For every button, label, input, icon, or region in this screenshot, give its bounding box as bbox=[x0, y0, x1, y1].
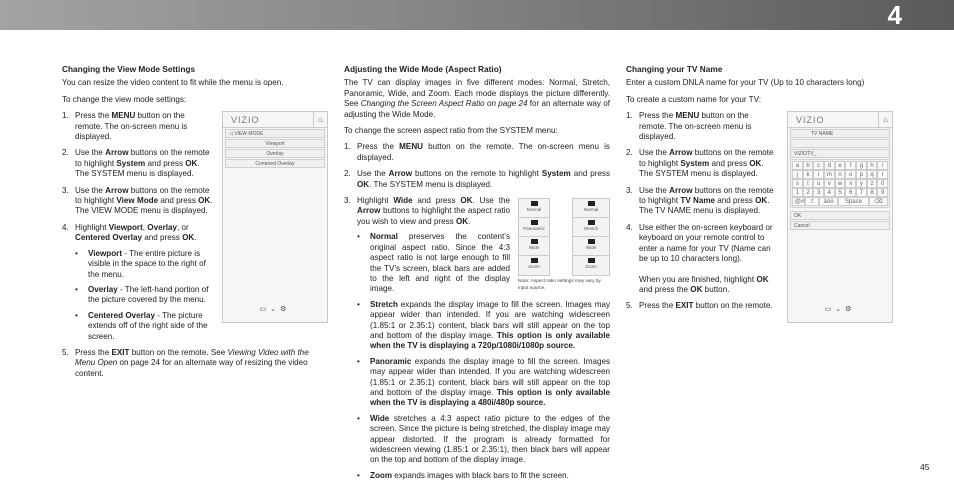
step-text bbox=[75, 186, 213, 216]
step bbox=[62, 223, 318, 342]
bullet bbox=[357, 471, 610, 481]
text-run: , bbox=[142, 222, 148, 232]
text-run: - The entire picture is visible in the space to the right of the menu. bbox=[88, 248, 206, 279]
bullet bbox=[75, 249, 318, 280]
bold-term: This option is only available when the TV is displaying a 720p/1080i/1080p source. bbox=[370, 330, 610, 351]
keyboard-key[interactable]: s bbox=[792, 179, 803, 188]
step-number: 3. bbox=[62, 185, 69, 195]
chapter-header-bar bbox=[0, 0, 954, 30]
paragraph bbox=[62, 95, 318, 105]
bold-term: OK bbox=[185, 158, 198, 168]
text-run: expands the display image to fill the screen. Images may appear wider than intended. If you are watching widescreen (1.85:1 or 2.35:1) content, black bars will still appear on the top and bottom of the display image. bbox=[370, 299, 610, 340]
step-number: 4. bbox=[62, 222, 69, 232]
text-run: Use the bbox=[639, 148, 670, 158]
menu-title: TV NAME bbox=[790, 129, 890, 138]
wide-mode-section bbox=[344, 64, 610, 487]
keyboard-key[interactable]: n bbox=[835, 170, 846, 179]
text-run: and press bbox=[412, 196, 461, 206]
text-run: . Use the bbox=[472, 196, 510, 206]
step-number: 2. bbox=[344, 169, 351, 179]
bold-term: Arrow bbox=[105, 185, 129, 195]
keyboard-key[interactable]: p bbox=[856, 170, 867, 179]
text-run: Highlight bbox=[357, 196, 394, 206]
text-run: . The SYSTEM menu is displayed. bbox=[639, 158, 764, 179]
keyboard-key[interactable]: 6 bbox=[845, 188, 856, 197]
bullet bbox=[75, 311, 318, 342]
bold-term: OK bbox=[755, 196, 768, 206]
keyboard-key[interactable]: e bbox=[835, 161, 846, 170]
text-run: Use the bbox=[357, 169, 389, 179]
keyboard-key[interactable]: äöü bbox=[819, 197, 838, 206]
text-run: Enter a custom DNLA name for your TV (Up to 10 characters long) bbox=[626, 78, 865, 88]
keyboard-key[interactable]: 8 bbox=[867, 188, 878, 197]
bold-term: OK bbox=[198, 196, 211, 206]
bold-term: OK bbox=[756, 274, 769, 284]
text-run: Use the bbox=[75, 185, 106, 195]
keyboard-key[interactable]: h bbox=[867, 161, 878, 170]
bullet bbox=[357, 414, 610, 466]
bullet bbox=[75, 285, 318, 306]
bold-term: Viewport bbox=[88, 248, 123, 258]
text-run: , or bbox=[176, 222, 189, 232]
bold-term: OK bbox=[357, 179, 370, 189]
text-run: . bbox=[468, 216, 471, 226]
bold-term: EXIT bbox=[111, 347, 130, 357]
bullet bbox=[357, 357, 610, 409]
step-text bbox=[639, 148, 774, 178]
text-run: To change the screen aspect ratio from the SYSTEM menu: bbox=[344, 126, 558, 136]
keyboard-key[interactable]: q bbox=[867, 170, 878, 179]
text-run: You can resize the video content to fit while the menu is open. bbox=[62, 78, 284, 88]
step-text bbox=[357, 196, 510, 226]
keyboard-key[interactable]: d bbox=[824, 161, 835, 170]
bold-term: OK bbox=[455, 216, 469, 226]
keyboard-key[interactable]: c bbox=[813, 161, 824, 170]
wide-option[interactable]: Wide bbox=[573, 237, 609, 256]
text-run: Press the bbox=[357, 142, 400, 152]
paragraph bbox=[626, 95, 892, 105]
text-run: Press the bbox=[639, 301, 676, 311]
text-run: buttons on the remote to highlight bbox=[75, 148, 210, 168]
cancel-button[interactable]: Cancel bbox=[790, 221, 890, 230]
text-run: and press bbox=[709, 158, 750, 168]
bold-term: Normal bbox=[370, 232, 398, 242]
text-run: . The SYSTEM menu is displayed. bbox=[369, 179, 493, 189]
keyboard-key[interactable]: l bbox=[813, 170, 824, 179]
bold-term: System bbox=[116, 158, 146, 168]
keyboard-key[interactable]: i bbox=[877, 161, 888, 170]
text-run: buttons on the remote to highlight bbox=[75, 185, 210, 206]
keyboard-key[interactable]: f bbox=[845, 161, 856, 170]
back-icon: ◁ bbox=[229, 131, 235, 138]
text-run: expands images with black bars to fit the screen. bbox=[392, 470, 569, 480]
bold-term: This option is only available when the TV is displaying a 480i/480p source. bbox=[370, 387, 610, 408]
text-run: Press the bbox=[75, 347, 112, 357]
bold-term: OK bbox=[182, 233, 195, 243]
text-run: preserves the content’s original aspect ratio. Since the 4:3 aspect ratio is not large enough to fill the TV’s screen, black bars are added to the left and right of the display image. bbox=[370, 232, 510, 294]
bullet-list bbox=[357, 232, 610, 481]
paragraph bbox=[626, 78, 892, 88]
italic-reference: Viewing Video with the Menu Open bbox=[75, 347, 309, 368]
menu-item-centered-overlay[interactable]: Centered Overlay bbox=[225, 159, 325, 168]
step-text bbox=[357, 169, 610, 188]
screen-icon bbox=[588, 201, 595, 206]
text-run: Use the bbox=[75, 148, 106, 158]
step-number: 2. bbox=[62, 148, 69, 158]
bold-term: Arrow bbox=[669, 148, 693, 158]
screen-icon bbox=[531, 201, 538, 206]
bold-term: Arrow bbox=[357, 206, 381, 216]
menu-item-overlay[interactable]: Overlay bbox=[225, 149, 325, 158]
menu-footer-icons: ▭⌄⚙ bbox=[259, 306, 291, 314]
text-run: . The TV NAME menu is displayed. bbox=[639, 196, 770, 216]
text-run: . bbox=[194, 233, 197, 243]
bold-term: System bbox=[680, 158, 710, 168]
chapter-number: 4 bbox=[887, 0, 902, 30]
keyboard-key[interactable]: 4 bbox=[824, 188, 835, 197]
bold-term: Centered Overlay bbox=[75, 233, 143, 243]
section-heading: Changing the View Mode Settings bbox=[62, 64, 196, 74]
wide-option[interactable]: Stretch bbox=[573, 218, 609, 237]
text-run: and press bbox=[142, 233, 183, 243]
bold-term: OK bbox=[690, 284, 703, 294]
bold-term: Arrow bbox=[669, 185, 693, 195]
keyboard-key[interactable]: r bbox=[877, 170, 888, 179]
bold-term: MENU bbox=[399, 142, 424, 152]
step bbox=[344, 196, 610, 481]
text-run: and press bbox=[145, 158, 186, 168]
text-run: buttons on the remote to highlight bbox=[412, 169, 542, 179]
keyboard-key[interactable]: v bbox=[824, 179, 835, 188]
wide-option[interactable]: Normal bbox=[519, 199, 549, 218]
bold-term: OK bbox=[460, 196, 473, 206]
section-heading: Changing your TV Name bbox=[626, 64, 723, 74]
wide-option[interactable]: Normal bbox=[573, 199, 609, 218]
step-text bbox=[75, 348, 309, 378]
bold-term: TV Name bbox=[680, 196, 716, 206]
vizio-logo: VIZIO bbox=[796, 115, 825, 126]
keyboard-key[interactable]: b bbox=[803, 161, 814, 170]
step bbox=[626, 223, 892, 295]
section-heading: Adjusting the Wide Mode (Aspect Ratio) bbox=[344, 64, 502, 74]
text-run: and press bbox=[158, 196, 199, 206]
view-mode-section bbox=[62, 64, 323, 385]
step-text bbox=[357, 142, 610, 161]
wide-option[interactable]: Zoom bbox=[519, 256, 549, 275]
step-text bbox=[639, 301, 773, 310]
menu-title: VIEW MODE bbox=[234, 131, 264, 138]
tv-name-input[interactable]: VIZIOTV_ bbox=[790, 149, 890, 158]
text-run: expands the display image to fill the screen. Images may appear wider than intended. If you are watching widescreen (1.85:1 or 2.35:1) content, black bars will still appear on the top and bottom of the display image. bbox=[370, 356, 610, 397]
page-number: 45 bbox=[920, 462, 930, 472]
text-run: To create a custom name for your TV: bbox=[626, 94, 761, 104]
text-run: button on the remote. The on-screen menu is displayed. bbox=[75, 111, 188, 142]
step-text bbox=[639, 111, 751, 141]
keyboard-key[interactable]: o bbox=[845, 170, 856, 179]
bold-term: Wide bbox=[370, 413, 390, 423]
keyboard-key[interactable]: g bbox=[856, 161, 867, 170]
wide-option[interactable]: Wide bbox=[519, 237, 549, 256]
text-run: button on the remote. The on-screen menu is displayed. bbox=[639, 111, 752, 142]
step bbox=[626, 148, 892, 179]
text-run: and press the bbox=[639, 284, 691, 294]
keyboard-key[interactable]: ⌫ bbox=[869, 197, 888, 206]
bold-term: View Mode bbox=[116, 196, 159, 206]
bold-term: Arrow bbox=[105, 148, 129, 158]
step-number: 1. bbox=[344, 142, 351, 152]
step-number: 1. bbox=[626, 111, 633, 121]
wide-option[interactable]: Panoramic bbox=[519, 218, 549, 237]
bullet bbox=[357, 300, 610, 352]
screen-icon bbox=[531, 220, 538, 225]
keyboard-key[interactable]: ⇧ bbox=[805, 197, 818, 206]
keyboard-key[interactable]: 3 bbox=[813, 188, 824, 197]
text-run: and press bbox=[570, 169, 610, 179]
keyboard-key[interactable]: x bbox=[845, 179, 856, 188]
text-run: stretches a 4:3 aspect ratio picture to the edges of the screen. Since the picture is being stretched, the display image may appear distorted. If the program is already formatted for widescreen viewing (1.85:1 or 2.35:1), then black bars will appear on the top and bottom of the display image. bbox=[370, 413, 610, 465]
keyboard-key[interactable]: 2 bbox=[803, 188, 814, 197]
text-run: When you are finished, highlight bbox=[639, 274, 757, 284]
keyboard-key[interactable]: .@# bbox=[793, 199, 805, 206]
tv-name-section bbox=[626, 64, 892, 323]
menu-item-viewport[interactable]: Viewport bbox=[225, 139, 325, 148]
text-run: Press the bbox=[639, 111, 676, 121]
text-run: button on the remote. The on-screen menu is displayed. bbox=[357, 142, 610, 162]
bullet bbox=[357, 232, 610, 294]
step-text bbox=[639, 186, 774, 216]
text-run: . The SYSTEM menu is displayed. bbox=[75, 158, 200, 179]
keyboard-key[interactable]: a bbox=[792, 161, 803, 170]
spacer-row bbox=[790, 139, 890, 148]
bold-term: Overlay bbox=[88, 284, 118, 294]
text-run: button on the remote. See bbox=[129, 347, 228, 357]
bold-term: Wide bbox=[393, 196, 413, 206]
text-run: Use the bbox=[639, 185, 670, 195]
bold-term: Centered Overlay bbox=[88, 310, 156, 320]
bold-term: OK bbox=[749, 158, 762, 168]
step-number: 4. bbox=[626, 222, 633, 232]
step bbox=[62, 186, 318, 217]
paragraph bbox=[62, 78, 318, 88]
bold-term: System bbox=[541, 169, 571, 179]
step-text bbox=[75, 111, 187, 141]
paragraph bbox=[344, 78, 610, 120]
text-run: Highlight bbox=[75, 222, 109, 232]
step-number: 2. bbox=[626, 148, 633, 158]
keyboard-key[interactable]: Space bbox=[838, 197, 869, 206]
paragraph bbox=[344, 126, 610, 136]
keyboard-key[interactable]: 5 bbox=[835, 188, 846, 197]
keyboard-key[interactable]: j bbox=[792, 170, 803, 179]
step-text bbox=[75, 223, 196, 242]
step-number: 3. bbox=[344, 196, 351, 206]
step-number: 3. bbox=[626, 185, 633, 195]
text-run: The TV can display images in five different modes: Normal, Stretch, Panoramic, Wide, and Zoom. Each mode displays the picture differently. See bbox=[344, 78, 610, 109]
text-run: and press bbox=[715, 196, 756, 206]
step-number: 1. bbox=[62, 111, 69, 121]
step bbox=[62, 348, 318, 379]
text-run: button on the remote. bbox=[693, 301, 773, 311]
bold-term: Viewport bbox=[108, 222, 143, 232]
text-run: To change the view mode settings: bbox=[62, 94, 187, 104]
text-run: - The left-hand portion of the picture covered by the menu. bbox=[88, 284, 209, 305]
text-run: Use either the on-screen keyboard or keyboard on your remote control to enter a name for your TV (Name can be up to 10 characters long). bbox=[639, 222, 773, 264]
keyboard-key[interactable]: z bbox=[867, 179, 878, 188]
bold-term: Panoramic bbox=[370, 356, 412, 366]
step-text bbox=[639, 223, 773, 263]
step-followup bbox=[639, 275, 892, 296]
keyboard-key[interactable]: u bbox=[813, 179, 824, 188]
bold-term: Zoom bbox=[370, 470, 393, 480]
keyboard-key[interactable]: y bbox=[856, 179, 867, 188]
home-icon: ⌂ bbox=[313, 112, 327, 128]
step-number: 5. bbox=[626, 301, 633, 311]
text-run: . The VIEW MODE menu is displayed. bbox=[75, 196, 213, 216]
keyboard-key[interactable]: k bbox=[803, 170, 814, 179]
bold-term: MENU bbox=[111, 111, 136, 121]
bold-term: Arrow bbox=[388, 169, 413, 179]
bold-term: Stretch bbox=[370, 299, 398, 309]
menu-footer-icons: ▭⌄⚙ bbox=[824, 306, 856, 314]
bullet-list bbox=[75, 249, 318, 342]
aspect-note: Note: Aspect ratio settings may vary by input source. bbox=[518, 279, 601, 291]
home-icon: ⌂ bbox=[878, 112, 892, 128]
text-run: buttons to highlight the aspect ratio you wish to view and press bbox=[357, 206, 510, 226]
keyboard-key[interactable]: m bbox=[824, 170, 835, 179]
keyboard-key[interactable]: w bbox=[835, 179, 846, 188]
text-run: button. bbox=[702, 284, 730, 294]
bold-term: Overlay bbox=[147, 222, 177, 232]
screen-icon bbox=[588, 220, 595, 225]
step bbox=[62, 148, 318, 179]
text-run: buttons on the remote to highlight bbox=[639, 148, 774, 168]
keyboard-key[interactable]: 7 bbox=[856, 188, 867, 197]
ok-button[interactable]: OK bbox=[790, 211, 890, 220]
keyboard-key[interactable]: t bbox=[803, 179, 814, 188]
wide-option[interactable]: Zoom bbox=[573, 256, 609, 275]
step bbox=[344, 169, 610, 190]
step-number: 5. bbox=[62, 347, 69, 357]
step-text bbox=[75, 148, 210, 178]
steps-list bbox=[344, 142, 610, 481]
italic-reference: Changing the Screen Aspect Ratio on page 24 bbox=[360, 99, 528, 109]
vizio-logo: VIZIO bbox=[231, 115, 260, 126]
text-run: for an alternate way of adjusting the Wide Mode. bbox=[344, 99, 611, 119]
text-run: buttons on the remote to highlight bbox=[639, 185, 774, 206]
menu-title-row bbox=[225, 129, 325, 138]
step bbox=[626, 301, 892, 311]
text-run: - The picture extends off of the right side of the screen. bbox=[88, 310, 208, 341]
steps-list bbox=[626, 111, 892, 312]
step bbox=[344, 142, 610, 163]
keyboard-key[interactable]: 1 bbox=[792, 188, 803, 197]
step bbox=[626, 186, 892, 217]
bold-term: MENU bbox=[675, 111, 700, 121]
steps-list bbox=[62, 111, 323, 379]
bold-term: EXIT bbox=[675, 301, 694, 311]
text-run: Press the bbox=[75, 111, 112, 121]
keyboard-key[interactable]: 9 bbox=[877, 188, 888, 197]
text-run: on page 24 for an alternate way of resizing the video content. bbox=[75, 358, 308, 378]
keyboard-key[interactable]: 0 bbox=[877, 179, 888, 188]
